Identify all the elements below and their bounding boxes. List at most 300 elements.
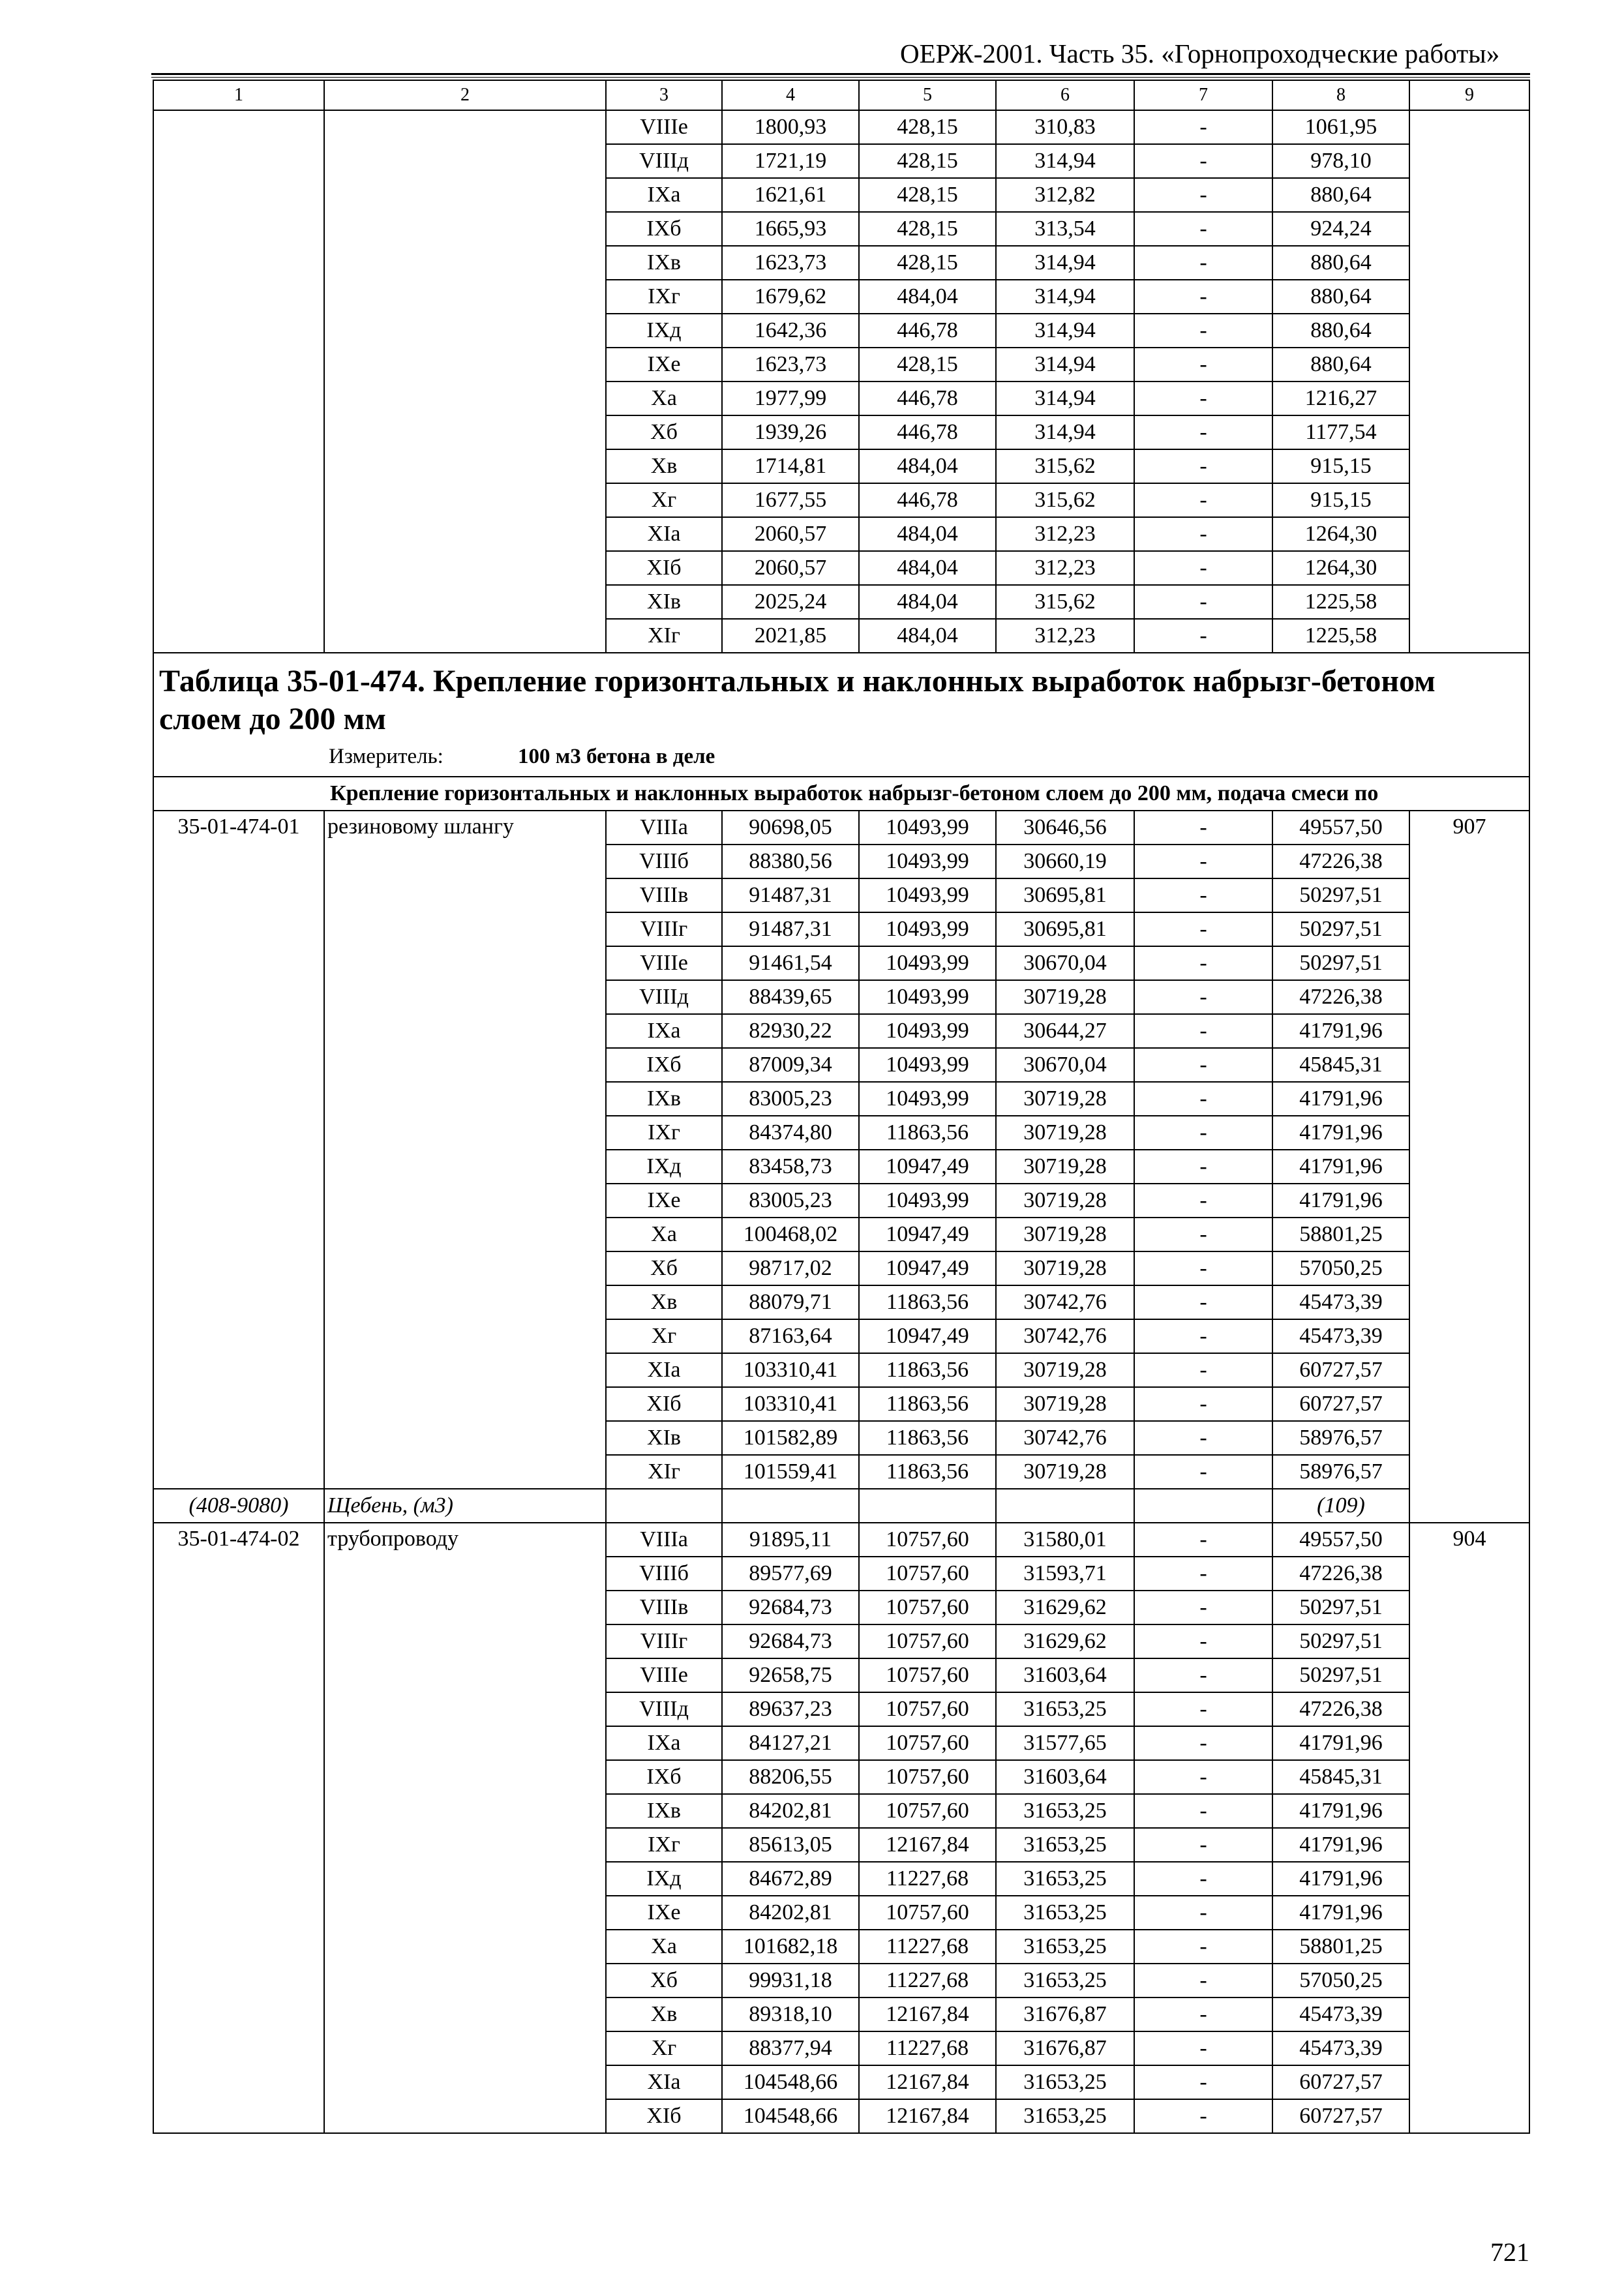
zone-cell: IXа — [606, 178, 722, 212]
col9-cell: 904 — [1409, 1523, 1529, 2133]
value-cell: 10493,99 — [859, 946, 996, 980]
value-cell: 312,82 — [996, 178, 1134, 212]
value-cell: - — [1134, 1116, 1272, 1150]
value-cell: 84672,89 — [722, 1862, 859, 1896]
value-cell: 31653,25 — [996, 1794, 1134, 1828]
value-cell: 58801,25 — [1272, 1930, 1409, 1964]
table-row — [153, 1523, 1529, 1557]
value-cell: 484,04 — [859, 619, 996, 653]
value-cell: 880,64 — [1272, 314, 1409, 348]
value-cell: 315,62 — [996, 585, 1134, 619]
value-cell: 101559,41 — [722, 1455, 859, 1489]
value-cell: 484,04 — [859, 517, 996, 551]
value-cell: 30719,28 — [996, 1082, 1134, 1116]
zone-cell: Xа — [606, 1930, 722, 1964]
zone-cell: IXд — [606, 1862, 722, 1896]
value-cell: 49557,50 — [1272, 811, 1409, 845]
zone-cell: Xб — [606, 1251, 722, 1285]
zone-cell: Xг — [606, 1319, 722, 1353]
value-cell: 10947,49 — [859, 1251, 996, 1285]
value-cell: - — [1134, 1218, 1272, 1251]
value-cell: - — [1134, 551, 1272, 585]
header-rule-thick — [151, 73, 1530, 75]
value-cell: 1177,54 — [1272, 415, 1409, 449]
value-cell: - — [1134, 1896, 1272, 1930]
value-cell: - — [1134, 1794, 1272, 1828]
value-cell: 50297,51 — [1272, 1658, 1409, 1692]
note-code: (408-9080) — [153, 1489, 324, 1523]
value-cell: 58976,57 — [1272, 1421, 1409, 1455]
value-cell: - — [1134, 1455, 1272, 1489]
value-cell: 88079,71 — [722, 1285, 859, 1319]
value-cell: 428,15 — [859, 212, 996, 246]
value-cell: 446,78 — [859, 483, 996, 517]
value-cell: 10757,60 — [859, 1692, 996, 1726]
value-cell: 60727,57 — [1272, 1387, 1409, 1421]
value-cell: 11863,56 — [859, 1387, 996, 1421]
value-cell: 12167,84 — [859, 1828, 996, 1862]
value-cell: 84127,21 — [722, 1726, 859, 1760]
value-cell: 1679,62 — [722, 280, 859, 314]
value-cell: - — [1134, 980, 1272, 1014]
value-cell: 31629,62 — [996, 1591, 1134, 1624]
value-cell: 314,94 — [996, 280, 1134, 314]
value-cell: 89637,23 — [722, 1692, 859, 1726]
value-cell: 92658,75 — [722, 1658, 859, 1692]
value-cell: 11227,68 — [859, 1964, 996, 1997]
value-cell: 31629,62 — [996, 1624, 1134, 1658]
column-number: 6 — [996, 80, 1134, 110]
value-cell: 89577,69 — [722, 1557, 859, 1591]
zone-cell: VIIIа — [606, 1523, 722, 1557]
value-cell: 1623,73 — [722, 348, 859, 382]
value-cell: 312,23 — [996, 619, 1134, 653]
value-cell: 11863,56 — [859, 1455, 996, 1489]
value-cell: 11227,68 — [859, 1930, 996, 1964]
value-cell: 91461,54 — [722, 946, 859, 980]
value-cell: 1621,61 — [722, 178, 859, 212]
value-cell: 978,10 — [1272, 144, 1409, 178]
value-cell: 31653,25 — [996, 1828, 1134, 1862]
value-cell: 50297,51 — [1272, 946, 1409, 980]
value-cell: - — [1134, 1997, 1272, 2031]
value-cell: 82930,22 — [722, 1014, 859, 1048]
value-cell: - — [1134, 619, 1272, 653]
value-cell: 314,94 — [996, 144, 1134, 178]
value-cell: 1264,30 — [1272, 551, 1409, 585]
zone-cell: XIб — [606, 1387, 722, 1421]
value-cell: 90698,05 — [722, 811, 859, 845]
value-cell: 83005,23 — [722, 1082, 859, 1116]
value-cell: 31653,25 — [996, 1964, 1134, 1997]
value-cell: 91487,31 — [722, 878, 859, 912]
value-cell: 1721,19 — [722, 144, 859, 178]
value-cell: 1061,95 — [1272, 110, 1409, 144]
zone-cell: IXд — [606, 314, 722, 348]
value-cell: 10493,99 — [859, 1082, 996, 1116]
value-cell: - — [1134, 1387, 1272, 1421]
value-cell: 89318,10 — [722, 1997, 859, 2031]
value-cell: 88380,56 — [722, 845, 859, 878]
value-cell: 314,94 — [996, 348, 1134, 382]
zone-cell: Xв — [606, 449, 722, 483]
subheading-cell: Крепление горизонтальных и наклонных выработок набрызг-бетоном слоем до 200 мм, подача смеси по — [153, 777, 1529, 811]
value-cell: 315,62 — [996, 483, 1134, 517]
value-cell: 1264,30 — [1272, 517, 1409, 551]
value-cell: 45845,31 — [1272, 1048, 1409, 1082]
value-cell: 88439,65 — [722, 980, 859, 1014]
value-cell: 101582,89 — [722, 1421, 859, 1455]
zone-cell: VIIIв — [606, 1591, 722, 1624]
value-cell: 30695,81 — [996, 912, 1134, 946]
note-row — [153, 1489, 1529, 1523]
value-cell: 60727,57 — [1272, 2099, 1409, 2133]
value-cell: - — [1134, 1862, 1272, 1896]
zone-cell: VIIIд — [606, 980, 722, 1014]
value-cell: 31653,25 — [996, 2099, 1134, 2133]
value-cell: 31580,01 — [996, 1523, 1134, 1557]
value-cell: 310,83 — [996, 110, 1134, 144]
value-cell: 30719,28 — [996, 1184, 1134, 1218]
header-rule-thin — [151, 77, 1530, 78]
rates-table — [153, 80, 1530, 2134]
zone-cell: VIIIе — [606, 110, 722, 144]
empty-cell — [606, 1489, 722, 1523]
value-cell: 41791,96 — [1272, 1150, 1409, 1184]
value-cell: 30719,28 — [996, 1387, 1134, 1421]
value-cell: - — [1134, 110, 1272, 144]
value-cell: 11863,56 — [859, 1116, 996, 1150]
value-cell: - — [1134, 1319, 1272, 1353]
value-cell: 103310,41 — [722, 1387, 859, 1421]
value-cell: 1225,58 — [1272, 585, 1409, 619]
value-cell: 31603,64 — [996, 1760, 1134, 1794]
value-cell: 484,04 — [859, 585, 996, 619]
value-cell: 57050,25 — [1272, 1251, 1409, 1285]
value-cell: - — [1134, 878, 1272, 912]
value-cell: 30742,76 — [996, 1421, 1134, 1455]
value-cell: 30742,76 — [996, 1319, 1134, 1353]
value-cell: 880,64 — [1272, 246, 1409, 280]
value-cell: - — [1134, 449, 1272, 483]
value-cell: 10493,99 — [859, 1048, 996, 1082]
value-cell: 2060,57 — [722, 517, 859, 551]
value-cell: 45473,39 — [1272, 2031, 1409, 2065]
value-cell: - — [1134, 1591, 1272, 1624]
zone-cell: VIIIб — [606, 1557, 722, 1591]
value-cell: - — [1134, 1964, 1272, 1997]
value-cell: 41791,96 — [1272, 1828, 1409, 1862]
value-cell: 88377,94 — [722, 2031, 859, 2065]
value-cell: 87163,64 — [722, 1319, 859, 1353]
zone-cell: VIIIг — [606, 912, 722, 946]
value-cell: 31653,25 — [996, 1896, 1134, 1930]
value-cell: 41791,96 — [1272, 1184, 1409, 1218]
value-cell: 10757,60 — [859, 1794, 996, 1828]
table-title-cell — [153, 653, 1529, 777]
zone-cell: XIв — [606, 585, 722, 619]
value-cell: 100468,02 — [722, 1218, 859, 1251]
zone-cell: XIг — [606, 619, 722, 653]
col9-cell — [1409, 110, 1529, 653]
value-cell: - — [1134, 415, 1272, 449]
value-cell: 30719,28 — [996, 1116, 1134, 1150]
value-cell: 98717,02 — [722, 1251, 859, 1285]
value-cell: 10757,60 — [859, 1523, 996, 1557]
value-cell: 50297,51 — [1272, 878, 1409, 912]
value-cell: 50297,51 — [1272, 912, 1409, 946]
value-cell: 484,04 — [859, 449, 996, 483]
zone-cell: VIIIа — [606, 811, 722, 845]
value-cell: - — [1134, 246, 1272, 280]
value-cell: 10493,99 — [859, 912, 996, 946]
value-cell: - — [1134, 1184, 1272, 1218]
value-cell: 484,04 — [859, 551, 996, 585]
value-cell: 1225,58 — [1272, 619, 1409, 653]
value-cell: 313,54 — [996, 212, 1134, 246]
zone-cell: VIIIб — [606, 845, 722, 878]
value-cell: 84202,81 — [722, 1794, 859, 1828]
value-cell: 45473,39 — [1272, 1285, 1409, 1319]
zone-cell: VIIIг — [606, 1624, 722, 1658]
value-cell: 31653,25 — [996, 1930, 1134, 1964]
code-cell: 35-01-474-01 — [153, 811, 324, 1489]
value-cell: - — [1134, 280, 1272, 314]
value-cell: 10493,99 — [859, 845, 996, 878]
zone-cell: XIб — [606, 2099, 722, 2133]
value-cell: 47226,38 — [1272, 845, 1409, 878]
value-cell: 10757,60 — [859, 1591, 996, 1624]
value-cell: 30695,81 — [996, 878, 1134, 912]
zone-cell: VIIIе — [606, 1658, 722, 1692]
value-cell: - — [1134, 1624, 1272, 1658]
value-cell: 60727,57 — [1272, 2065, 1409, 2099]
value-cell: 10947,49 — [859, 1150, 996, 1184]
value-cell: - — [1134, 314, 1272, 348]
value-cell: 2060,57 — [722, 551, 859, 585]
value-cell: 49557,50 — [1272, 1523, 1409, 1557]
value-cell: 1939,26 — [722, 415, 859, 449]
value-cell: 10493,99 — [859, 811, 996, 845]
value-cell: 84374,80 — [722, 1116, 859, 1150]
value-cell: - — [1134, 1014, 1272, 1048]
zone-cell: VIIIд — [606, 144, 722, 178]
value-cell: 31676,87 — [996, 2031, 1134, 2065]
value-cell: 41791,96 — [1272, 1014, 1409, 1048]
value-cell: 31653,25 — [996, 1692, 1134, 1726]
value-cell: - — [1134, 178, 1272, 212]
measure-label: Измеритель: — [329, 745, 444, 768]
value-cell: 915,15 — [1272, 449, 1409, 483]
value-cell: 41791,96 — [1272, 1896, 1409, 1930]
value-cell: 92684,73 — [722, 1591, 859, 1624]
zone-cell: XIа — [606, 517, 722, 551]
value-cell: - — [1134, 1251, 1272, 1285]
zone-cell: IXа — [606, 1014, 722, 1048]
value-cell: 10947,49 — [859, 1218, 996, 1251]
value-cell: - — [1134, 1353, 1272, 1387]
value-cell: - — [1134, 1930, 1272, 1964]
running-header: ОЕРЖ-2001. Часть 35. «Горнопроходческие работы» — [900, 38, 1500, 68]
value-cell: 47226,38 — [1272, 1557, 1409, 1591]
value-cell: 30719,28 — [996, 1455, 1134, 1489]
zone-cell: VIIIд — [606, 1692, 722, 1726]
code-cell — [153, 110, 324, 653]
page-number: 721 — [1490, 2237, 1529, 2267]
code-cell: 35-01-474-02 — [153, 1523, 324, 2133]
value-cell: 428,15 — [859, 348, 996, 382]
value-cell: 30660,19 — [996, 845, 1134, 878]
value-cell: 31676,87 — [996, 1997, 1134, 2031]
zone-cell: IXа — [606, 1726, 722, 1760]
value-cell: 446,78 — [859, 415, 996, 449]
value-cell: 50297,51 — [1272, 1591, 1409, 1624]
value-cell: 10947,49 — [859, 1319, 996, 1353]
value-cell: 10493,99 — [859, 878, 996, 912]
value-cell: 1714,81 — [722, 449, 859, 483]
value-cell: 10757,60 — [859, 1557, 996, 1591]
zone-cell: IXв — [606, 1082, 722, 1116]
column-number: 8 — [1272, 80, 1409, 110]
value-cell: 11863,56 — [859, 1353, 996, 1387]
zone-cell: IXг — [606, 1828, 722, 1862]
zone-cell: XIг — [606, 1455, 722, 1489]
value-cell: 84202,81 — [722, 1896, 859, 1930]
value-cell: 91895,11 — [722, 1523, 859, 1557]
value-cell: - — [1134, 845, 1272, 878]
value-cell: - — [1134, 2099, 1272, 2133]
value-cell: - — [1134, 382, 1272, 415]
column-number: 5 — [859, 80, 996, 110]
column-number-row — [153, 80, 1529, 110]
table-row — [153, 110, 1529, 144]
column-number: 7 — [1134, 80, 1272, 110]
value-cell: - — [1134, 1421, 1272, 1455]
value-cell: 2025,24 — [722, 585, 859, 619]
value-cell: 92684,73 — [722, 1624, 859, 1658]
empty-cell — [996, 1489, 1134, 1523]
value-cell: 1800,93 — [722, 110, 859, 144]
value-cell: 314,94 — [996, 415, 1134, 449]
value-cell: 1216,27 — [1272, 382, 1409, 415]
value-cell: 1665,93 — [722, 212, 859, 246]
zone-cell: IXе — [606, 1896, 722, 1930]
value-cell: 60727,57 — [1272, 1353, 1409, 1387]
measure-value: 100 м3 бетона в деле — [518, 745, 715, 768]
value-cell: 83005,23 — [722, 1184, 859, 1218]
zone-cell: XIв — [606, 1421, 722, 1455]
value-cell: 10493,99 — [859, 1014, 996, 1048]
zone-cell: Xг — [606, 483, 722, 517]
value-cell: 11863,56 — [859, 1285, 996, 1319]
zone-cell: Xв — [606, 1997, 722, 2031]
value-cell: - — [1134, 1150, 1272, 1184]
zone-cell: IXе — [606, 1184, 722, 1218]
value-cell: - — [1134, 1828, 1272, 1862]
value-cell: 30670,04 — [996, 946, 1134, 980]
value-cell: 10757,60 — [859, 1726, 996, 1760]
value-cell: 1977,99 — [722, 382, 859, 415]
value-cell: 314,94 — [996, 246, 1134, 280]
value-cell: 41791,96 — [1272, 1794, 1409, 1828]
value-cell: 104548,66 — [722, 2099, 859, 2133]
zone-cell: XIб — [606, 551, 722, 585]
zone-cell: Xб — [606, 1964, 722, 1997]
value-cell: 47226,38 — [1272, 980, 1409, 1014]
value-cell: 58801,25 — [1272, 1218, 1409, 1251]
value-cell: 312,23 — [996, 551, 1134, 585]
name-cell: резиновому шлангу — [324, 811, 606, 1489]
value-cell: 11227,68 — [859, 1862, 996, 1896]
value-cell: 10757,60 — [859, 1624, 996, 1658]
zone-cell: VIIIе — [606, 946, 722, 980]
value-cell: 314,94 — [996, 382, 1134, 415]
value-cell: 45473,39 — [1272, 1319, 1409, 1353]
zone-cell: IXб — [606, 1760, 722, 1794]
value-cell: 446,78 — [859, 382, 996, 415]
value-cell: 47226,38 — [1272, 1692, 1409, 1726]
zone-cell: Xб — [606, 415, 722, 449]
value-cell: 30644,27 — [996, 1014, 1134, 1048]
table-row — [153, 811, 1529, 845]
zone-cell: IXв — [606, 1794, 722, 1828]
value-cell: - — [1134, 1082, 1272, 1116]
table-title-row — [153, 653, 1529, 777]
value-cell: - — [1134, 517, 1272, 551]
note-value: (109) — [1272, 1489, 1409, 1523]
empty-cell — [1134, 1489, 1272, 1523]
value-cell: - — [1134, 1692, 1272, 1726]
zone-cell: IXв — [606, 246, 722, 280]
zone-cell: IXб — [606, 212, 722, 246]
subheading-row — [153, 777, 1529, 811]
value-cell: 87009,34 — [722, 1048, 859, 1082]
value-cell: 12167,84 — [859, 1997, 996, 2031]
value-cell: 83458,73 — [722, 1150, 859, 1184]
value-cell: 11863,56 — [859, 1421, 996, 1455]
value-cell: - — [1134, 1726, 1272, 1760]
value-cell: 12167,84 — [859, 2099, 996, 2133]
value-cell: - — [1134, 483, 1272, 517]
value-cell: 41791,96 — [1272, 1116, 1409, 1150]
zone-cell: IXг — [606, 280, 722, 314]
column-number: 4 — [722, 80, 859, 110]
measure-line — [159, 742, 1524, 771]
value-cell: 312,23 — [996, 517, 1134, 551]
value-cell: 41791,96 — [1272, 1082, 1409, 1116]
value-cell: 11227,68 — [859, 2031, 996, 2065]
value-cell: 31653,25 — [996, 1862, 1134, 1896]
value-cell: 924,24 — [1272, 212, 1409, 246]
zone-cell: IXг — [606, 1116, 722, 1150]
value-cell: 30719,28 — [996, 1218, 1134, 1251]
column-number: 1 — [153, 80, 324, 110]
value-cell: - — [1134, 2065, 1272, 2099]
value-cell: 88206,55 — [722, 1760, 859, 1794]
value-cell: - — [1134, 1658, 1272, 1692]
value-cell: - — [1134, 1760, 1272, 1794]
value-cell: 10757,60 — [859, 1658, 996, 1692]
value-cell: 45473,39 — [1272, 1997, 1409, 2031]
table-title: Таблица 35-01-474. Крепление горизонтальных и наклонных выработок набрызг-бетоном слоем до 200 мм — [159, 664, 1436, 736]
value-cell: 428,15 — [859, 178, 996, 212]
value-cell: 10757,60 — [859, 1760, 996, 1794]
value-cell: - — [1134, 212, 1272, 246]
value-cell: 10493,99 — [859, 1184, 996, 1218]
value-cell: 58976,57 — [1272, 1455, 1409, 1489]
value-cell: 880,64 — [1272, 348, 1409, 382]
zone-cell: Xа — [606, 1218, 722, 1251]
